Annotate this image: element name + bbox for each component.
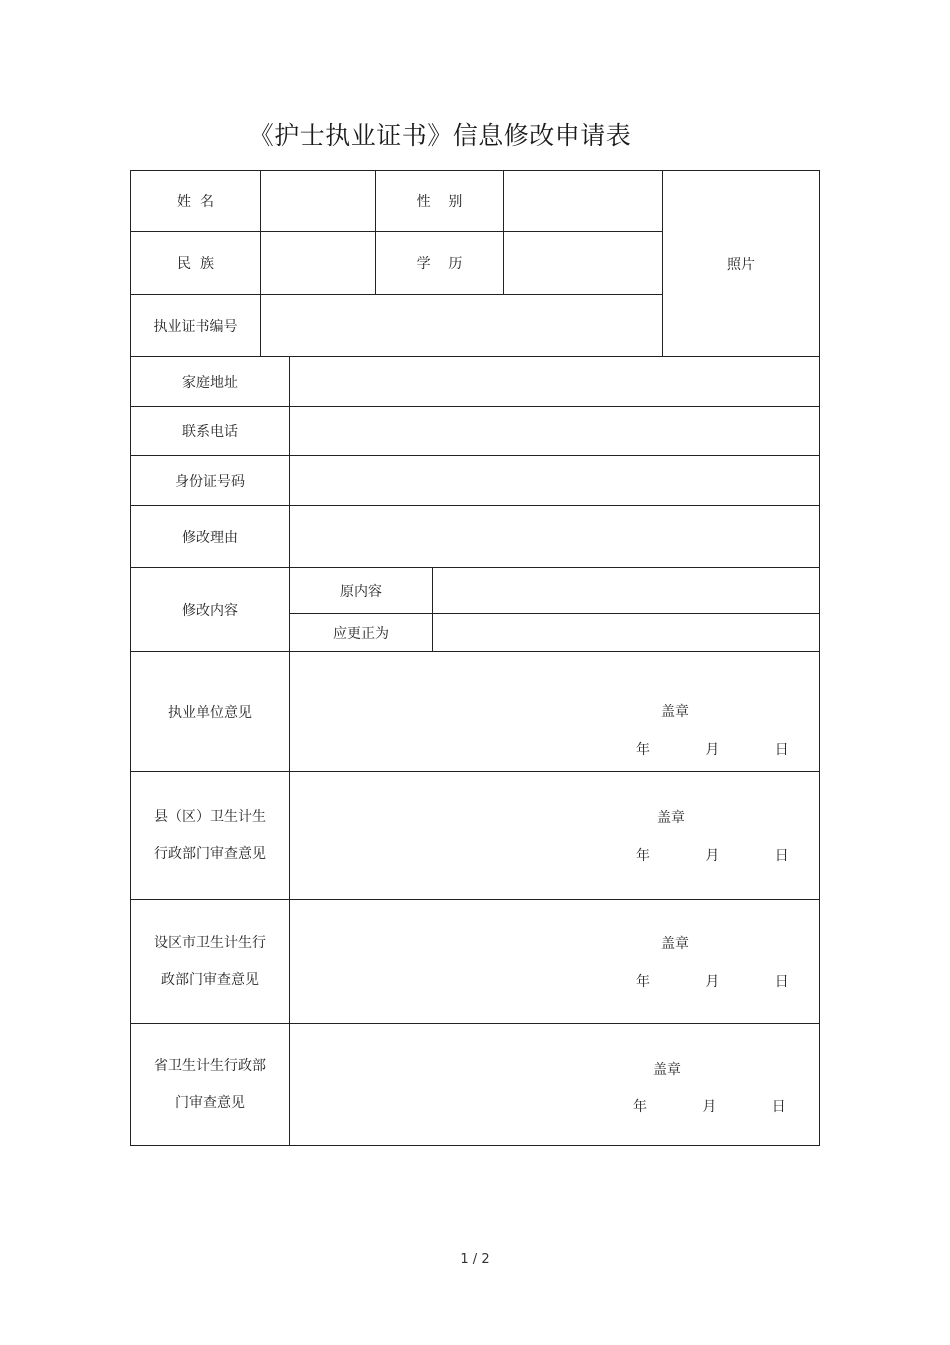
phone-field[interactable] [290, 407, 819, 455]
date-label: 年 月 日 [636, 742, 789, 758]
date-label: 年 月 日 [633, 1099, 786, 1115]
stamp-label: 盖章 [661, 704, 689, 720]
stamp-label: 盖章 [653, 1062, 681, 1078]
corrected-content-field[interactable] [433, 614, 819, 651]
employer-opinion-label [131, 652, 289, 771]
stamp-label: 盖章 [657, 810, 685, 826]
ethnicity-label: 民 族 [177, 256, 214, 272]
id-number-label: 身份证号码 [175, 473, 245, 490]
gender-field[interactable] [504, 171, 662, 231]
application-form-table [130, 170, 820, 1146]
reason-field[interactable] [290, 506, 819, 567]
original-content-field[interactable] [433, 568, 819, 613]
photo-label: 照片 [727, 256, 755, 273]
corrected-content-label: 应更正为 [333, 625, 389, 642]
original-content-label: 原内容 [340, 583, 382, 600]
photo-box[interactable] [663, 171, 819, 356]
opinion-label-line: 门审查意见 [175, 1094, 245, 1111]
name-label: 姓 名 [177, 194, 214, 210]
date-label: 年 月 日 [636, 848, 789, 864]
date-label: 年 月 日 [636, 974, 789, 990]
opinion-label-line: 县（区）卫生计生 [154, 808, 266, 825]
reason-label: 修改理由 [182, 529, 238, 546]
opinion-label-line: 执业单位意见 [168, 704, 252, 721]
city-opinion-label [131, 900, 289, 1023]
content-label: 修改内容 [182, 602, 238, 619]
address-label: 家庭地址 [182, 374, 238, 391]
opinion-label-line: 行政部门审查意见 [154, 845, 266, 862]
opinion-label-line: 设区市卫生计生行 [154, 934, 266, 951]
county-opinion-field[interactable] [290, 772, 819, 899]
opinion-label-line: 政部门审查意见 [161, 971, 259, 988]
phone-label: 联系电话 [182, 424, 238, 440]
province-opinion-label [131, 1024, 289, 1145]
city-opinion-field[interactable] [290, 900, 819, 1023]
page-number: 1 / 2 [460, 1252, 490, 1267]
gender-label: 性 别 [416, 194, 463, 210]
cert-number-field[interactable] [261, 295, 662, 356]
name-field[interactable] [261, 171, 375, 231]
education-field[interactable] [504, 232, 662, 294]
stamp-label: 盖章 [661, 936, 689, 952]
id-number-field[interactable] [290, 456, 819, 505]
ethnicity-field[interactable] [261, 232, 375, 294]
province-opinion-field[interactable] [290, 1024, 819, 1145]
education-label: 学 历 [416, 256, 463, 272]
form-title: 《护士执业证书》信息修改申请表 [248, 121, 632, 150]
address-field[interactable] [290, 357, 819, 406]
cert-number-label: 执业证书编号 [153, 318, 238, 335]
opinion-label-line: 省卫生计生行政部 [154, 1057, 266, 1074]
county-opinion-label [131, 772, 289, 899]
